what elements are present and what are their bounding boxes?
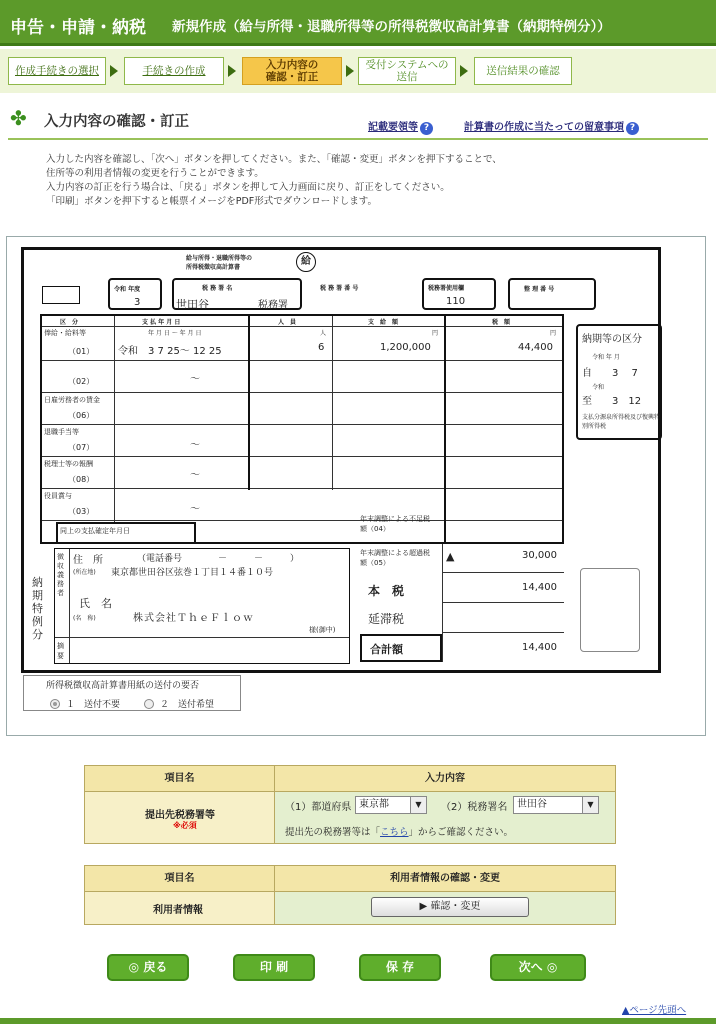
step-create[interactable]: 手続きの作成 bbox=[124, 57, 224, 85]
back-button[interactable]: ◎ 戻る bbox=[107, 954, 189, 981]
header-title: 申告・申請・納税 bbox=[10, 18, 146, 38]
intro-text: 入力した内容を確認し、「次へ」ボタンを押してください。また、「確認・変更」ボタンを押下することで、 住所等の利用者情報の変更を行うことができます。 入力内容の訂正を行う場合は、「戻る」ボタンを押して入力画面に戻り、訂正をしてください。 「印刷」ボタンを押下すると帳票イメージをPDF形式でダウンロードします。 bbox=[46, 154, 502, 207]
radio-icon bbox=[50, 699, 60, 709]
radio-icon bbox=[144, 699, 154, 709]
clover-icon: ✤ bbox=[10, 106, 27, 130]
chevron-down-icon: ▼ bbox=[410, 797, 426, 813]
page-header bbox=[0, 0, 716, 46]
help-icon: ? bbox=[420, 122, 433, 135]
help-icon: ? bbox=[626, 122, 639, 135]
print-button[interactable]: 印 刷 bbox=[233, 954, 315, 981]
form-grid: 区 分 支 払 年 月 日 人 員 支 給 額 税 額 年 月 日 ～ 年 月 日 人 円 円 俸給・給料等 （01） 令和 3 7 25～ 12 25 6 1,200,000 44,400 （02） ～ 日雇労務者の賃金 （06） 退職手当等 （07） ～ 税理士等の報酬 （08） ～ 役員賞与 （03） ～ 同上の支払確定年月日 bbox=[40, 314, 564, 544]
tax-form-image: 給与所得・退職所得等の 所得税徴収高計算書 給 令和 年度 3 税 務 署 名 世田谷 税務署 税 務 署 番 号 税務署使用欄 110 整 理 番 号 区 分 支 払 年 月 日 人 員 支 給 額 税 額 年 月 日 ～ 年 月 日 人 円 円 俸給・給料等 （01） 令和 3 7 25～ 12 25 6 1,200,000 44,400 （02） ～ 日雇労務者の賃金 （06） 退職手当等 （07） ～ 税理士等の報酬 （08） ～ 役員賞与 （03） ～ 同上の支払確定年月日 年末調整による不足税額（04） 年末調整による超過税額（05） ▲ 30,000 本 税 14,400 延滞税 合計額 14,400 納期等の区分 令和 年 月 自 3 7 令和 至 3 12 支払分源泉所得税及び復興特別所得税 納期特例分 徴収義務者 住 所 （電話番号 － － ） (所在地) 東京都世田谷区弦巻１丁目１４番１０号 氏 名 (名 称) 株式会社ＴｈｅＦｌｏｗ 様(御中) 摘要 bbox=[21, 247, 661, 673]
kyu-mark: 給 bbox=[296, 252, 316, 272]
noki-box: 納期等の区分 令和 年 月 自 3 7 令和 至 3 12 支払分源泉所得税及び復興特別所得税 bbox=[576, 324, 662, 440]
header-subtitle: 新規作成（給与所得・退職所得等の所得税徴収高計算書（納期特例分）） bbox=[172, 19, 611, 35]
footer-bar bbox=[0, 1018, 716, 1024]
step-confirm: 入力内容の 確認・訂正 bbox=[242, 57, 342, 85]
step-send: 受付システムへの 送信 bbox=[358, 57, 456, 85]
notes-link[interactable]: 計算書の作成に当たっての留意事項 ? bbox=[464, 118, 639, 135]
arrow-up-icon: ▲ bbox=[622, 1005, 630, 1016]
step-navigation bbox=[0, 49, 716, 93]
office-select[interactable]: 世田谷 ▼ bbox=[513, 796, 599, 814]
user-info-table: 項目名 利用者情報の確認・変更 利用者情報 ▶ 確認・変更 bbox=[84, 865, 616, 925]
section-title: 入力内容の確認・訂正 bbox=[44, 114, 189, 130]
section-heading bbox=[8, 100, 708, 140]
step-result: 送信結果の確認 bbox=[474, 57, 572, 85]
form-delivery-choice: 所得税徴収高計算書用紙の送付の要否 １ 送付不要 ２ 送付希望 bbox=[23, 675, 241, 711]
payer-box: 徴収義務者 住 所 （電話番号 － － ） (所在地) 東京都世田谷区弦巻１丁目１４番１０号 氏 名 (名 称) 株式会社ＴｈｅＦｌｏｗ 様(御中) 摘要 bbox=[54, 548, 350, 664]
next-button[interactable]: 次へ ◎ bbox=[490, 954, 586, 981]
submit-office-table: 項目名 入力内容 提出先税務署等 ※必須 （1）都道府県 東京都 ▼ （2）税務署名 世田谷 ▼ 提出先の税務署等は「こちら」からご確認ください。 bbox=[84, 765, 616, 844]
office-lookup-link[interactable]: こちら bbox=[380, 827, 409, 838]
radio-not-needed[interactable]: １ 送付不要 bbox=[50, 697, 120, 710]
play-icon: ▶ bbox=[419, 901, 428, 912]
save-button[interactable]: 保 存 bbox=[359, 954, 441, 981]
blank-box bbox=[42, 286, 80, 304]
chevron-down-icon: ▼ bbox=[582, 797, 598, 813]
step-select[interactable]: 作成手続きの選択 bbox=[8, 57, 106, 85]
prefecture-select[interactable]: 東京都 ▼ bbox=[355, 796, 427, 814]
form-preview bbox=[6, 236, 706, 736]
confirm-change-button[interactable]: ▶ 確認・変更 bbox=[371, 897, 529, 917]
guide-link[interactable]: 記載要領等 ? bbox=[368, 118, 433, 135]
radio-needed[interactable]: ２ 送付希望 bbox=[144, 697, 214, 710]
page-top-link[interactable]: ▲ページ先頭へ bbox=[622, 1005, 687, 1016]
